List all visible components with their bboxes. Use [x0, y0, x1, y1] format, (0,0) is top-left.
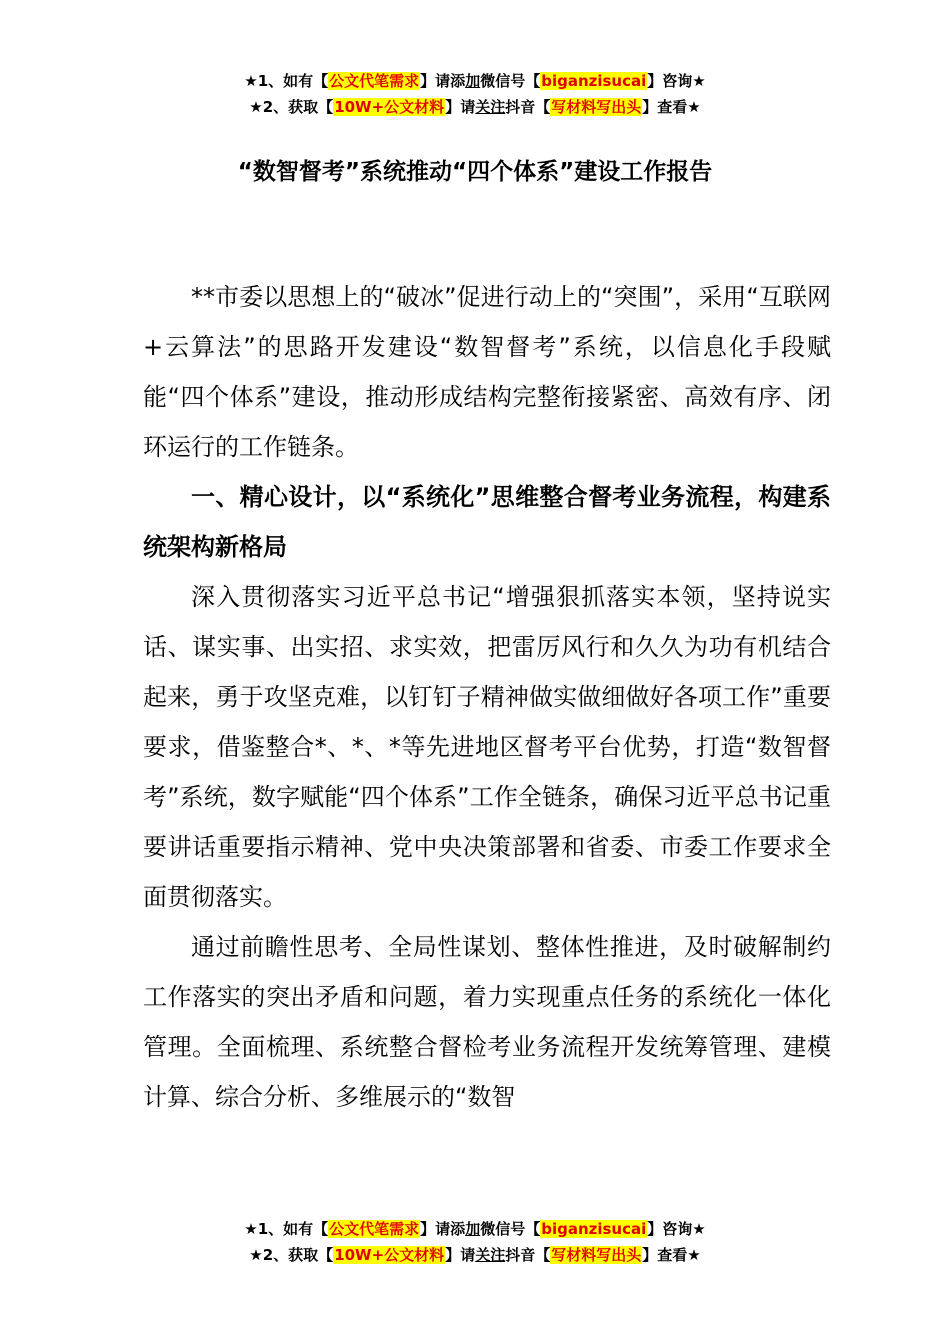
header-banner	[0, 68, 950, 120]
banner-text: 】查看★	[642, 1246, 701, 1264]
banner-line-1	[0, 1216, 950, 1242]
banner-line-1	[0, 68, 950, 94]
banner-text: 】查看★	[642, 98, 701, 116]
banner-emphasis: 加	[465, 72, 481, 90]
banner-text: 】咨询★	[647, 1220, 706, 1238]
banner-highlight: biganzisucai	[541, 72, 647, 90]
banner-highlight: 公文代笔需求	[329, 1220, 420, 1238]
banner-highlight: 写材料写出头	[551, 98, 642, 116]
section-heading: 一、精心设计，以“系统化”思维整合督考业务流程，构建系统架构新格局	[143, 483, 831, 561]
paragraph: **市委以思想上的“破冰”促进行动上的“突围”，采用“互联网+云算法”的思路开发建设“数智督考”系统，以信息化手段赋能“四个体系”建设，推动形成结构完整衔接紧密、高效有序、闭环运行的工作链条。	[143, 283, 831, 461]
banner-highlight: 写材料写出头	[551, 1246, 642, 1264]
document-title: “数智督考”系统推动“四个体系”建设工作报告	[237, 159, 713, 185]
banner-highlight: 10W+公文材料	[334, 98, 445, 116]
paragraph: 通过前瞻性思考、全局性谋划、整体性推进，及时破解制约工作落实的突出矛盾和问题，着力实现重点任务的系统化一体化管理。全面梳理、系统整合督检考业务流程开发统筹管理、建模计算、综合分析、多维展示的“数智	[143, 933, 831, 1111]
document-body	[143, 272, 831, 1122]
banner-text: 微信号【	[480, 1220, 541, 1238]
banner-text: 抖音【	[505, 98, 551, 116]
banner-line-2	[0, 94, 950, 120]
banner-text: 】咨询★	[647, 72, 706, 90]
banner-emphasis: 加	[465, 1220, 481, 1238]
banner-emphasis: 关注	[475, 1246, 506, 1264]
banner-text: 】请添	[420, 72, 466, 90]
banner-highlight: 公文代笔需求	[329, 72, 420, 90]
paragraph: 深入贯彻落实习近平总书记“增强狠抓落实本领，坚持说实话、谋实事、出实招、求实效，把雷厉风行和久久为功有机结合起来，勇于攻坚克难，以钉钉子精神做实做细做好各项工作”重要要求，借鉴整合*、*、*等先进地区督考平台优势，打造“数智督考”系统，数字赋能“四个体系”工作全链条，确保习近平总书记重要讲话重要指示精神、党中央决策部署和省委、市委工作要求全面贯彻落实。	[143, 583, 831, 911]
banner-text: ★1、如有【	[244, 72, 329, 90]
banner-text: 】请	[445, 98, 476, 116]
banner-text: 】请添	[420, 1220, 466, 1238]
banner-text: 抖音【	[505, 1246, 551, 1264]
banner-highlight: 10W+公文材料	[334, 1246, 445, 1264]
footer-banner	[0, 1216, 950, 1268]
banner-emphasis: 关注	[475, 98, 506, 116]
banner-text: 微信号【	[480, 72, 541, 90]
banner-text: ★2、获取【	[249, 98, 334, 116]
banner-text: ★1、如有【	[244, 1220, 329, 1238]
banner-highlight: biganzisucai	[541, 1220, 647, 1238]
banner-text: 】请	[445, 1246, 476, 1264]
banner-text: ★2、获取【	[249, 1246, 334, 1264]
banner-line-2	[0, 1242, 950, 1268]
